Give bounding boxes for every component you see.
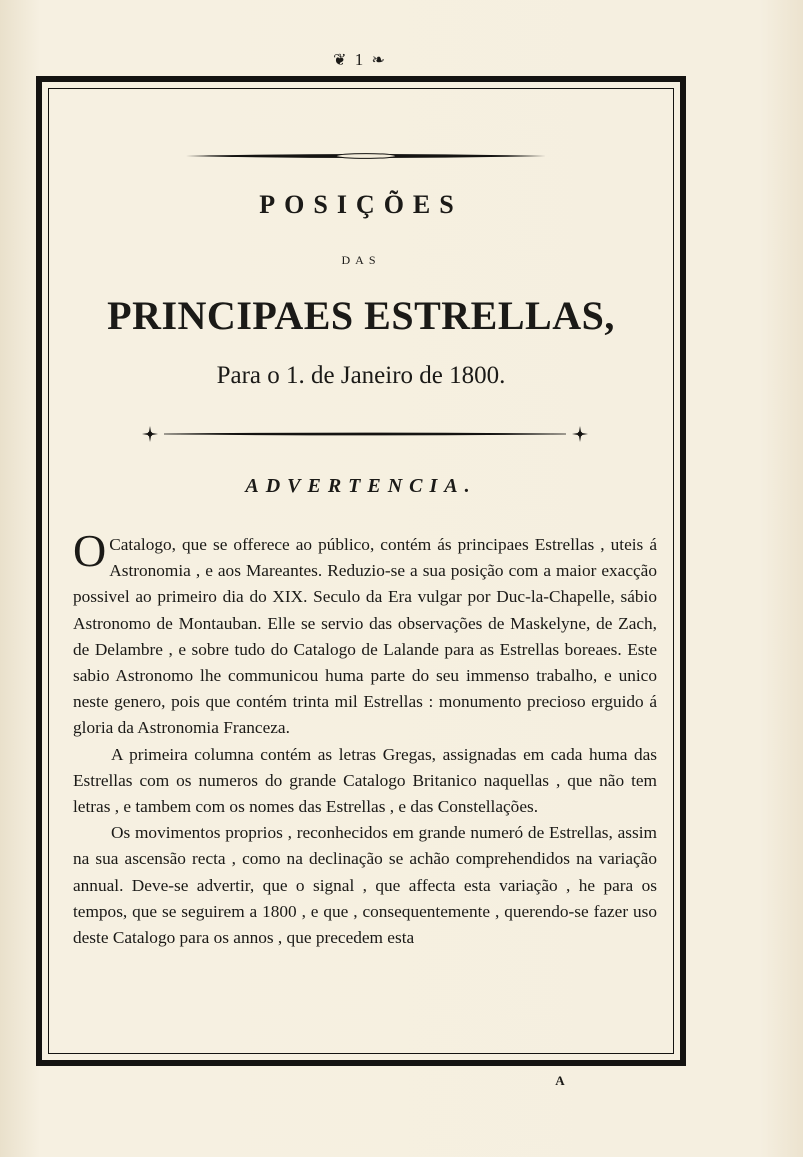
signature-mark: A [555,1073,565,1088]
title-line-2: DAS [341,253,381,267]
body-text [73,525,657,951]
ornamental-rule-middle [140,424,590,444]
paragraph-3: Os movimentos proprios , reconhecidos em grande numeró de Estrellas, assim na sua ascensão recta , como na declinação se achão comprehendidos na variação annual. Deve-se advertir, que o signal , que affecta esta variação , he para os tempos, que se seguirem a 1800 , e que , consequentemente , querendo-se fazer uso deste Catalogo para os annos , que precedem esta [73,823,657,948]
paragraph-1 [73,525,657,742]
title-line-1: POSIÇÕES [259,190,463,219]
page-number: 1 [354,50,366,69]
title-line-3: PRINCIPAES ESTRELLAS, [107,293,615,338]
ornamental-rule-top [186,153,546,159]
page-folio [300,50,420,70]
section-heading: ADVERTENCIA. [245,475,477,497]
paragraph-1-text: Catalogo, que se offerece ao público, contém ás principaes Estrellas , uteis á Astronomia , e aos Mareantes. Reduzio-se a sua posição com a maior exacção possivel ao primeiro dia do XIX. Seculo da Era vulgar por Duc-la-Chapelle, sábio Astronomo de Montauban. Elle se servio das observações de Maskelyne, de Zach, de Delambre , e sobre tudo do Catalogo de Lalande para as Estrellas boreaes. Este sabio Astronomo lhe communicou huma parte do seu immenso trabalho, e unico neste genero, pois que contém trinta mil Estrellas : monumento precioso erguido á gloria da Astronomia Franceza. [73,535,657,738]
paragraph-2: A primeira columna contém as letras Gregas, assignadas em cada huma das Estrellas com os numeros do grande Catalogo Britanico naquellas , que não tem letras , e tambem com os nomes das Estrellas , e das Constellações. [73,744,657,817]
fleuron-left-icon: ❦ [333,52,349,69]
fleuron-right-icon: ❧ [371,52,387,69]
asterisk-ornament-right-icon [572,426,588,442]
drop-cap: O [73,525,107,576]
asterisk-ornament-left-icon [142,426,158,442]
title-line-4: Para o 1. de Janeiro de 1800. [216,362,506,389]
